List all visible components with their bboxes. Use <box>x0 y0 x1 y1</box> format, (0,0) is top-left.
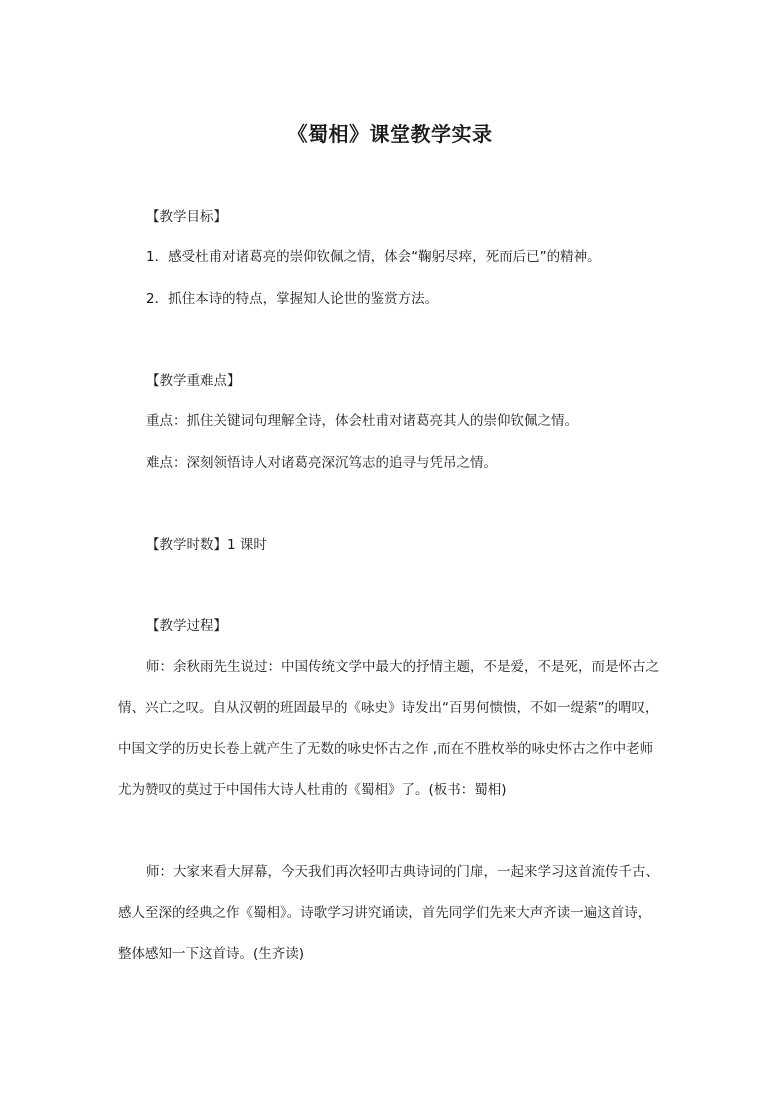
objective-item-1: 1．感受杜甫对诸葛亮的崇仰钦佩之情，体会“鞠躬尽瘁，死而后已”的精神。 <box>146 249 601 265</box>
process-para1-line4: 尤为赞叹的莫过于中国伟大诗人杜甫的《蜀相》了。(板书：蜀相) <box>118 782 507 798</box>
process-para1-line3: 中国文学的历史长卷上就产生了无数的咏史怀古之作 ,而在不胜枚举的咏史怀古之作中老师 <box>118 741 654 757</box>
difficult-point-text: 难点：深刻领悟诗人对诸葛亮深沉笃志的追寻与凭吊之情。 <box>146 455 497 471</box>
objective-item-2: 2．抓住本诗的特点，掌握知人论世的鉴赏方法。 <box>146 291 439 307</box>
document-title: 《蜀相》课堂教学实录 <box>287 122 493 146</box>
key-points-heading: 【教学重难点】 <box>146 373 241 389</box>
process-para2-line3: 整体感知一下这首诗。(生齐读) <box>118 946 305 962</box>
process-para2-line2: 感人至深的经典之作《蜀相》。诗歌学习讲究诵读，首先同学们先来大声齐读一遍这首诗， <box>118 905 652 921</box>
key-point-text: 重点：抓住关键词句理解全诗，体会杜甫对诸葛亮其人的崇仰钦佩之情。 <box>146 413 578 429</box>
process-para1-line1: 师：余秋雨先生说过：中国传统文学中最大的抒情主题，不是爱，不是死，而是怀古之 <box>146 659 659 675</box>
teaching-hours: 【教学时数】1 课时 <box>146 537 267 553</box>
objectives-heading: 【教学目标】 <box>146 209 227 225</box>
process-heading: 【教学过程】 <box>146 618 227 634</box>
process-para1-line2: 情、兴亡之叹。自从汉朝的班固最早的《咏史》诗发出“百男何愦愦，不如一缇萦”的喟叹， <box>118 700 659 716</box>
process-para2-line1: 师：大家来看大屏幕，今天我们再次轻叩古典诗词的门扉，一起来学习这首流传千古、 <box>146 864 659 880</box>
